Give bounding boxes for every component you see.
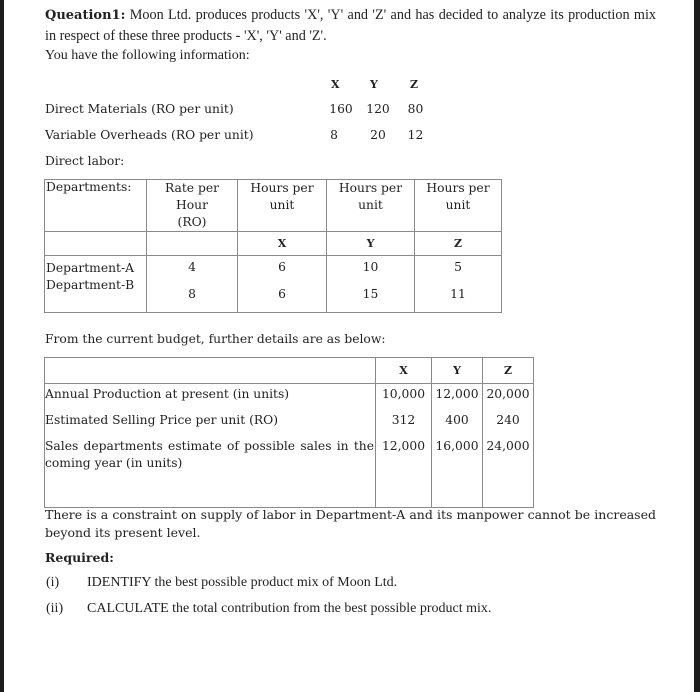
labor-table-product-row <box>45 232 502 256</box>
header-hours-z: Hours per unit <box>415 180 502 232</box>
budget-x-col <box>376 384 432 508</box>
question-text: Moon Ltd. produces products 'X', 'Y' and 'Z' and has decided to analyze its production mix in respect of these three products - 'X', 'Y' and 'Z'. <box>45 7 657 44</box>
cost-col-z: Z <box>410 78 419 91</box>
product-z: Z <box>415 232 502 256</box>
annual-production-y: 12,000 <box>435 387 479 401</box>
hours-z-cell <box>415 256 502 313</box>
department-b-label: Department-B <box>46 278 135 292</box>
required-item-2-text: CALCULATE the total contribution from the best possible product mix. <box>87 601 492 616</box>
labor-table-header-row <box>45 180 502 232</box>
selling-price-x: 312 <box>391 413 416 427</box>
budget-table <box>44 357 534 508</box>
info-intro: You have the following information: <box>45 48 250 63</box>
product-row-blank-2 <box>147 232 238 256</box>
annual-production-label: Annual Production at present (in units) <box>45 387 290 401</box>
hours-y-a: 10 <box>362 260 379 274</box>
variable-overheads-z: 12 <box>407 128 424 142</box>
selling-price-z: 240 <box>496 413 520 427</box>
page-edge-left <box>0 0 4 692</box>
header-departments: Departments: <box>45 180 147 232</box>
selling-price-label: Estimated Selling Price per unit (RO) <box>45 413 279 427</box>
hours-z-b: 11 <box>450 287 466 301</box>
product-row-blank-1 <box>45 232 147 256</box>
budget-z-col <box>483 384 534 508</box>
product-x: X <box>238 232 327 256</box>
sales-estimate-label: Sales departments estimate of possible sales in the coming year (in units) <box>45 439 374 470</box>
variable-overheads-y: 20 <box>370 128 386 142</box>
rate-cell <box>147 256 238 313</box>
hours-x-a: 6 <box>278 260 286 274</box>
hours-y-b: 15 <box>362 287 379 301</box>
budget-col-y: Y <box>432 358 483 384</box>
rate-b: 8 <box>188 287 196 301</box>
sales-estimate-x: 12,000 <box>381 439 426 453</box>
page-edge-right <box>694 0 700 692</box>
budget-intro: From the current budget, further details are as below: <box>45 332 386 346</box>
direct-materials-z: 80 <box>407 102 424 116</box>
budget-labels <box>45 384 376 508</box>
hours-x-b: 6 <box>278 287 286 301</box>
variable-overheads-label: Variable Overheads (RO per unit) <box>45 128 254 142</box>
sales-estimate-y: 16,000 <box>435 439 479 453</box>
sales-estimate-z: 24,000 <box>486 439 530 453</box>
direct-labor-label: Direct labor: <box>45 154 125 168</box>
question-paragraph <box>45 5 656 47</box>
budget-y-col <box>432 384 483 508</box>
budget-col-x: X <box>376 358 432 384</box>
required-item-1-text: IDENTIFY the best possible product mix of Moon Ltd. <box>87 575 398 590</box>
rate-a: 4 <box>188 260 196 274</box>
budget-header-blank <box>45 358 376 384</box>
direct-materials-y: 120 <box>366 102 390 116</box>
variable-overheads-x: 8 <box>330 128 338 142</box>
hours-z-a: 5 <box>454 260 462 274</box>
constraint-paragraph: There is a constraint on supply of labor in Department-A and its manpower cannot be increased beyond its present level. <box>45 507 656 540</box>
department-a-label: Department-A <box>46 261 134 275</box>
budget-col-z: Z <box>483 358 534 384</box>
header-rate: Rate per Hour (RO) <box>147 180 238 232</box>
annual-production-x: 10,000 <box>381 387 426 401</box>
budget-header-row <box>45 358 534 384</box>
header-hours-x: Hours per unit <box>238 180 327 232</box>
direct-materials-x: 160 <box>329 102 353 116</box>
required-item-2-number: (ii) <box>46 601 64 616</box>
department-names <box>45 256 147 313</box>
cost-col-y: Y <box>370 78 378 91</box>
product-y: Y <box>327 232 415 256</box>
required-item-1-number: (i) <box>46 575 60 590</box>
annual-production-z: 20,000 <box>486 387 530 401</box>
labor-table <box>44 179 502 313</box>
required-heading: Required: <box>45 550 114 565</box>
header-hours-y: Hours per unit <box>327 180 415 232</box>
labor-table-data-row <box>45 256 502 313</box>
question-label: Queation1: <box>45 8 126 23</box>
cost-col-x: X <box>331 78 340 91</box>
direct-materials-label: Direct Materials (RO per unit) <box>45 102 234 116</box>
hours-x-cell <box>238 256 327 313</box>
selling-price-y: 400 <box>445 413 469 427</box>
hours-y-cell <box>327 256 415 313</box>
budget-body-row <box>45 384 534 508</box>
